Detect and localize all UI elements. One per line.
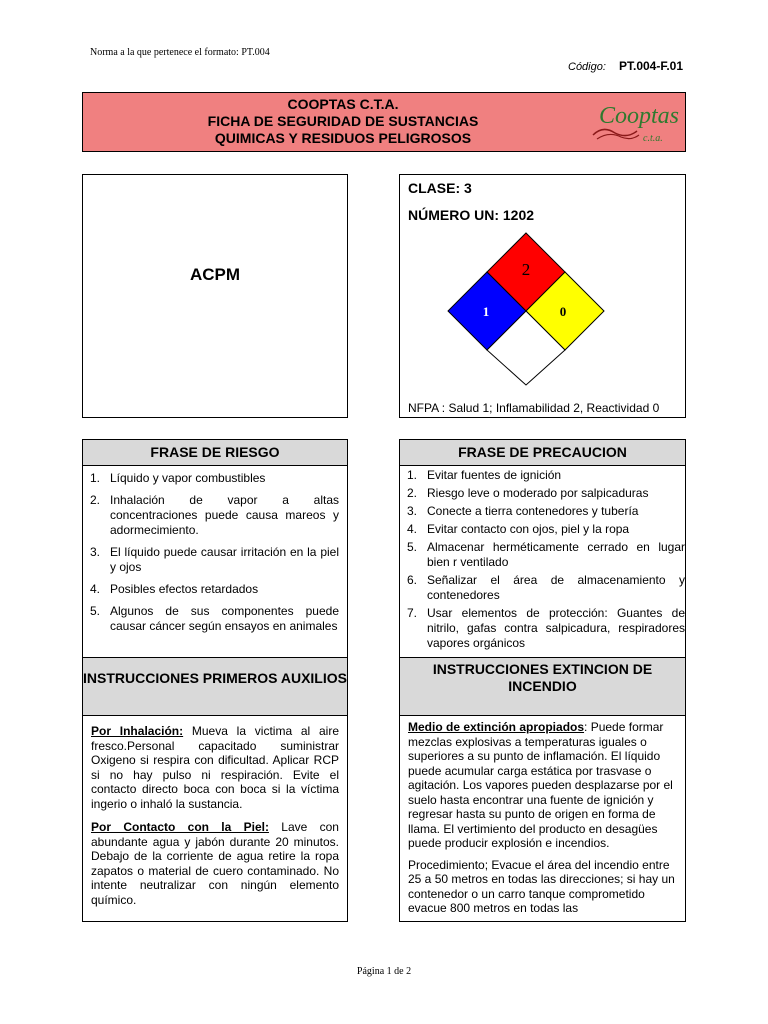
list-item	[83, 582, 339, 597]
un-number: NÚMERO UN: 1202	[408, 207, 535, 223]
substance-name: ACPM	[189, 265, 241, 284]
list-item-text: El líquido puede causar irritación en la piel y ojos	[110, 545, 339, 574]
fire-extinction-box	[399, 716, 686, 922]
list-item-number: 7.	[407, 606, 418, 620]
inhalation-paragraph	[91, 724, 339, 811]
classification-box	[399, 174, 686, 418]
list-item-number: 3.	[407, 504, 418, 518]
nfpa-diamond	[446, 231, 606, 387]
list-item-text: Inhalación de vapor a altas concentraciones puede causa mareos y adormecimiento.	[110, 493, 339, 537]
list-item-text: Usar elementos de protección: Guantes de nitrilo, gafas contra salpicadura, respiradores vapores orgánicos	[427, 606, 685, 650]
inhalation-text: Mueva la victima al aire fresco.Personal capacitado suministrar Oxigeno si respira con dificultad. Aplicar RCP si no hay pulso ni respiración. Evite el contacto directo boca con boca si la víctima ingerio o inhaló la sustancia.	[91, 724, 339, 811]
skin-contact-text: Lave con abundante agua y jabón durante 20 minutos. Debajo de la corriente de agua retire la ropa zapatos o material de cuero contaminado. No intente neutralizar con ningún elemento químico.	[91, 820, 339, 907]
title-line-2: FICHA DE SEGURIDAD DE SUSTANCIAS	[207, 113, 479, 129]
list-item	[400, 606, 685, 651]
extinction-media-text: : Puede formar mezclas explosivas a temperaturas iguales o superiores a su punto de inflamación. El líquido puede acumular carga estática por trasvase o agitación. Los vapores pueden desplazarse por el suelo hasta encontrar una fuente de ignición y regresar hasta su punto de origen en forma de llama. El vertimiento del producto en desagües puede producir explosión e incendios.	[408, 720, 673, 850]
first-aid-heading: INSTRUCCIONES PRIMEROS AUXILIOS	[82, 657, 348, 716]
list-item-number: 1.	[407, 468, 418, 482]
list-item-text: Posibles efectos retardados	[110, 582, 259, 596]
reactivity-value: 0	[559, 304, 567, 319]
page-number: Página 1 de 2	[356, 966, 412, 977]
nfpa-summary: NFPA : Salud 1; Inflamabilidad 2, Reactividad 0	[408, 401, 660, 415]
procedure-paragraph: Procedimiento; Evacue el área del incendio entre 25 a 50 metros en todas las direcciones; si hay un contenedor o un carro tanque comprometido evacue 800 metros en todas las	[408, 857, 675, 915]
list-item	[83, 604, 339, 634]
precaution-phrases-list	[400, 466, 685, 651]
list-item-text: Riesgo leve o moderado por salpicaduras	[427, 486, 649, 500]
skin-contact-label: Por Contacto con la Piel:	[91, 820, 269, 834]
logo-text: Cooptas	[599, 103, 680, 129]
inhalation-label: Por Inhalación:	[91, 724, 184, 738]
list-item	[83, 493, 339, 538]
title-line-3: QUIMICAS Y RESIDUOS PELIGROSOS	[214, 130, 472, 146]
form-code-label: Código:	[568, 61, 606, 73]
fire-extinction-heading: INSTRUCCIONES EXTINCION DE INCENDIO	[399, 657, 686, 716]
list-item-number: 2.	[90, 493, 101, 507]
company-logo	[579, 95, 687, 151]
list-item-text: Evitar contacto con ojos, piel y la ropa	[427, 522, 630, 536]
logo-subtext: c.t.a.	[643, 133, 663, 144]
document-title	[83, 96, 603, 147]
list-item-number: 2.	[407, 486, 418, 500]
list-item-number: 4.	[407, 522, 418, 536]
substance-box	[82, 174, 348, 418]
company-name: COOPTAS C.T.A.	[287, 96, 399, 112]
flammability-value: 2	[521, 260, 531, 279]
list-item-number: 1.	[90, 471, 101, 485]
risk-phrases-box	[82, 466, 348, 658]
health-value: 1	[482, 304, 490, 319]
list-item-text: Evitar fuentes de ignición	[427, 468, 562, 482]
list-item	[400, 486, 685, 501]
precaution-phrases-heading: FRASE DE PRECAUCION	[399, 439, 686, 466]
hazard-class: CLASE: 3	[408, 180, 472, 196]
risk-phrases-list	[83, 466, 347, 634]
precaution-phrases-box	[399, 466, 686, 658]
extinction-media-label: Medio de extinción apropiados	[408, 720, 585, 734]
extinction-media-paragraph	[408, 720, 679, 851]
list-item-number: 4.	[90, 582, 101, 596]
list-item-text: Conecte a tierra contenedores y tubería	[427, 504, 639, 518]
list-item-number: 3.	[90, 545, 101, 559]
list-item-number: 6.	[407, 573, 418, 587]
list-item	[83, 545, 339, 575]
list-item	[83, 471, 339, 486]
list-item	[400, 504, 685, 519]
list-item	[400, 540, 685, 570]
list-item	[400, 468, 685, 483]
first-aid-box	[82, 716, 348, 922]
list-item-text: Líquido y vapor combustibles	[110, 471, 266, 485]
list-item-number: 5.	[90, 604, 101, 618]
form-code-value: PT.004-F.01	[618, 59, 684, 73]
title-banner	[82, 92, 686, 152]
list-item-text: Algunos de sus componentes puede causar cáncer según ensayos en animales	[110, 604, 339, 633]
form-code	[568, 59, 683, 73]
list-item-text: Señalizar el área de almacenamiento y contenedores	[427, 573, 685, 602]
list-item	[400, 573, 685, 603]
risk-phrases-heading: FRASE DE RIESGO	[82, 439, 348, 466]
list-item-number: 5.	[407, 540, 418, 554]
list-item-text: Almacenar herméticamente cerrado en lugar bien r ventilado	[427, 540, 685, 569]
skin-contact-paragraph	[91, 820, 339, 907]
form-standard-note: Norma a la que pertenece el formato: PT.004	[90, 47, 270, 58]
list-item	[400, 522, 685, 537]
